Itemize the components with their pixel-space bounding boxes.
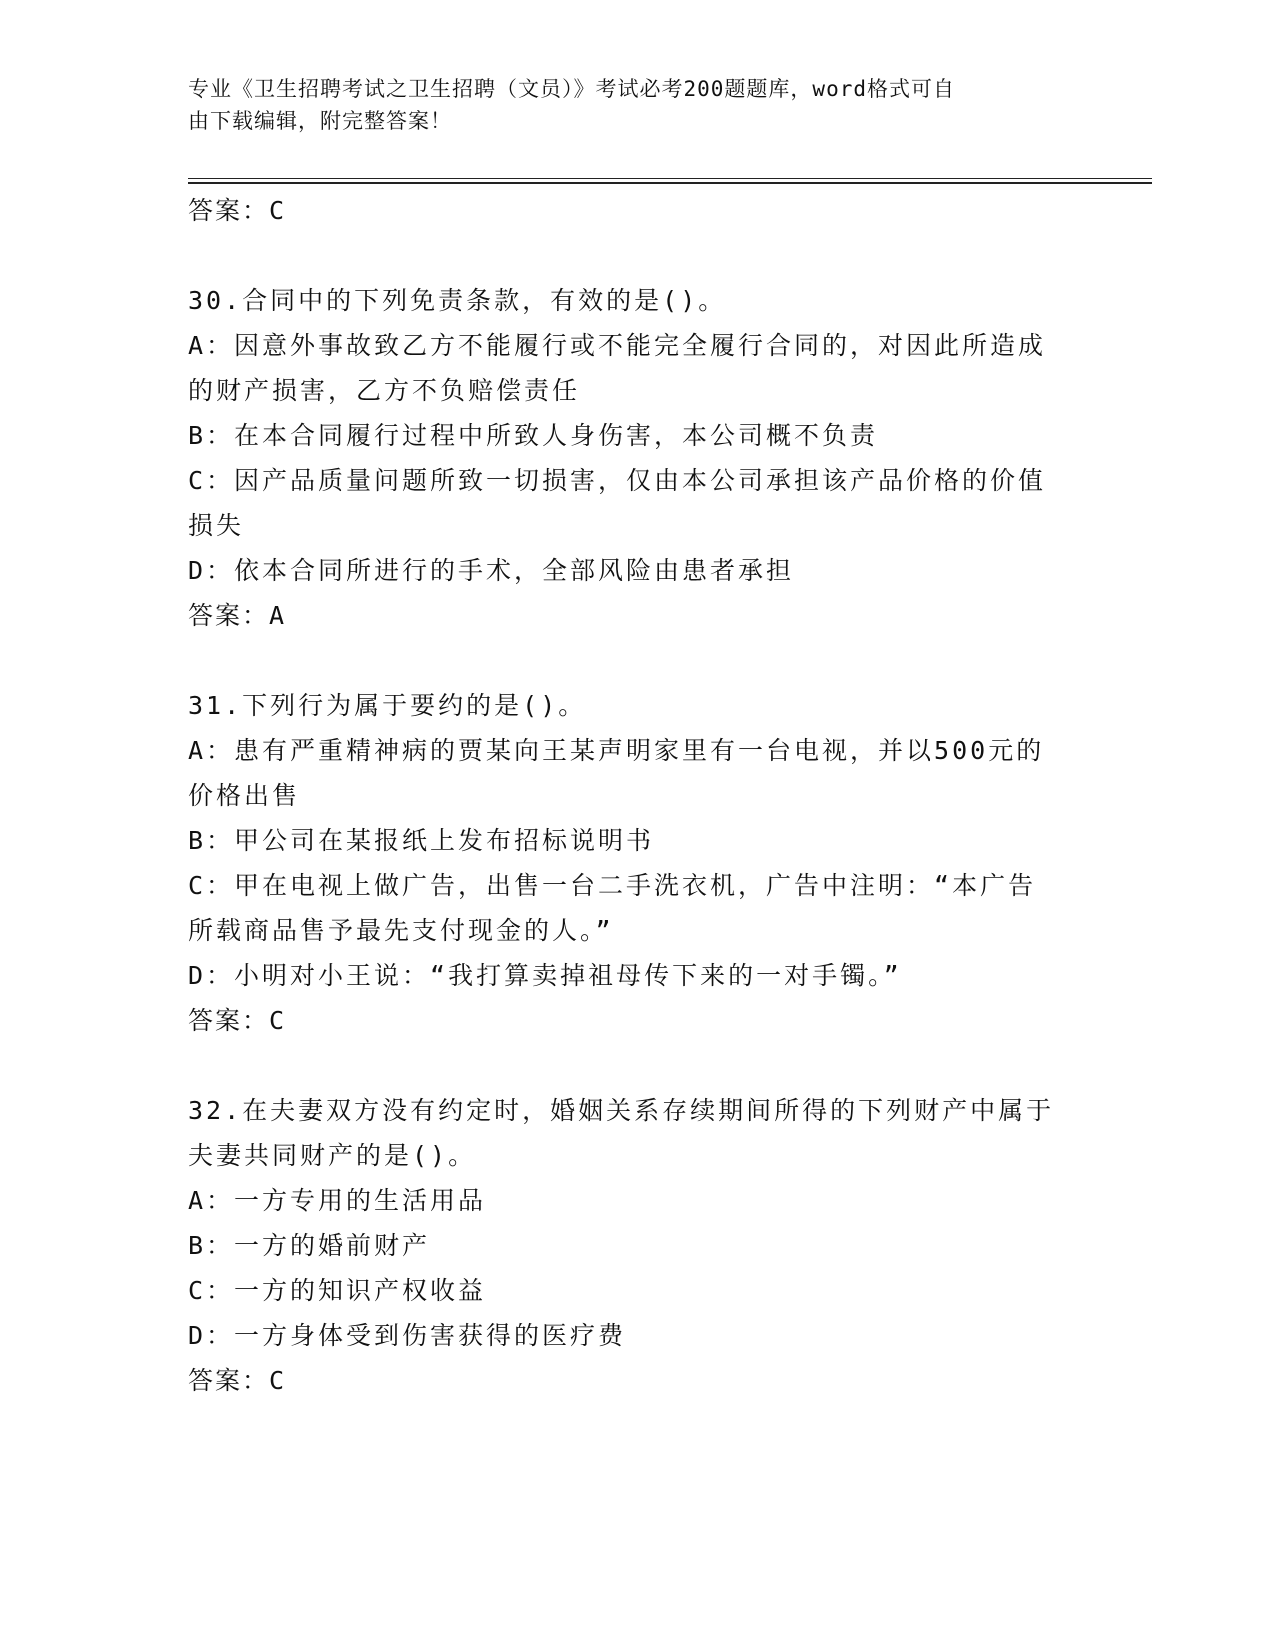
question-answer: 答案：C	[188, 1366, 287, 1395]
header-divider-thin	[188, 178, 1152, 179]
spacer	[188, 638, 1088, 683]
question-stem-continued: 夫妻共同财产的是()。	[188, 1141, 477, 1170]
question-stem: 32.在夫妻双方没有约定时，婚姻关系存续期间所得的下列财产中属于	[188, 1096, 1055, 1125]
option-c: C：因产品质量问题所致一切损害，仅由本公司承担该产品价格的价值	[188, 466, 1047, 495]
option-b: B：在本合同履行过程中所致人身伤害，本公司概不负责	[188, 421, 879, 450]
question-list	[188, 188, 1088, 1403]
page-header	[188, 73, 1068, 137]
spacer	[188, 1043, 1088, 1088]
option-a: A：患有严重精神病的贾某向王某声明家里有一台电视，并以500元的	[188, 736, 1045, 765]
question-answer: 答案：C	[188, 1006, 287, 1035]
previous-answer: 答案：C	[188, 196, 287, 225]
option-b: B：甲公司在某报纸上发布招标说明书	[188, 826, 655, 855]
header-line-2: 由下载编辑，附完整答案！	[188, 109, 452, 133]
question-block	[188, 1088, 1088, 1403]
option-d: D：小明对小王说：“我打算卖掉祖母传下来的一对手镯。”	[188, 961, 902, 990]
option-a-continued: 的财产损害，乙方不负赔偿责任	[188, 376, 581, 405]
option-a-continued: 价格出售	[188, 781, 301, 810]
question-answer: 答案：A	[188, 601, 287, 630]
option-c: C：甲在电视上做广告，出售一台二手洗衣机，广告中注明：“本广告	[188, 871, 1037, 900]
option-c: C：一方的知识产权收益	[188, 1276, 487, 1305]
question-stem: 30.合同中的下列免责条款，有效的是()。	[188, 286, 727, 315]
option-a: A：一方专用的生活用品	[188, 1186, 487, 1215]
option-a: A：因意外事故致乙方不能履行或不能完全履行合同的，对因此所造成	[188, 331, 1047, 360]
question-block	[188, 278, 1088, 638]
option-d: D：依本合同所进行的手术，全部风险由患者承担	[188, 556, 795, 585]
header-divider-thick	[188, 182, 1152, 184]
option-b: B：一方的婚前财产	[188, 1231, 431, 1260]
option-c-continued: 所载商品售予最先支付现金的人。”	[188, 916, 614, 945]
option-d: D：一方身体受到伤害获得的医疗费	[188, 1321, 627, 1350]
question-stem: 31.下列行为属于要约的是()。	[188, 691, 587, 720]
option-c-continued: 损失	[188, 511, 245, 540]
spacer	[188, 233, 1088, 278]
question-block	[188, 683, 1088, 1043]
header-line-1: 专业《卫生招聘考试之卫生招聘（文员）》考试必考200题题库，word格式可自	[188, 77, 955, 101]
